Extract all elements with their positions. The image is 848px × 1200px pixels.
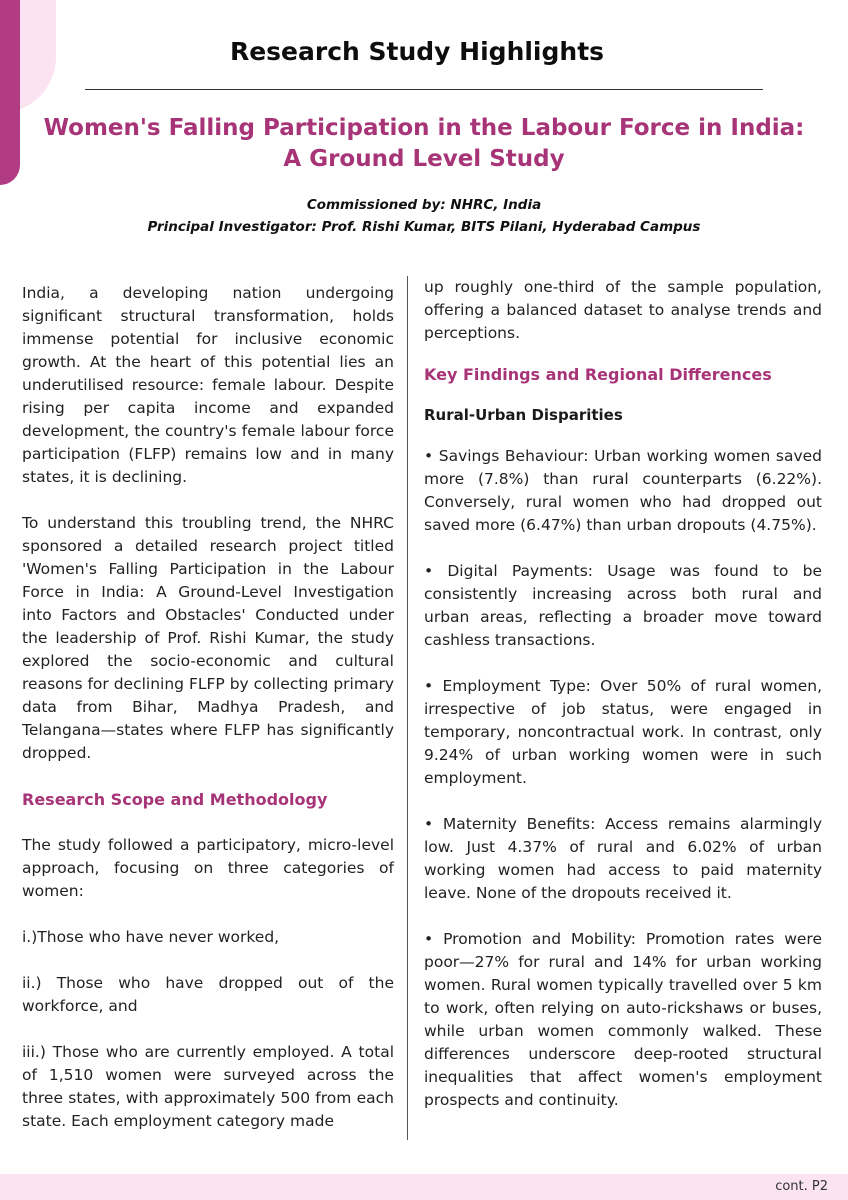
finding-promotion-mobility: • Promotion and Mobility: Promotion rates were poor—27% for rural and 14% for urban working women. Rural women typically travelled over 5 km to work, often relying on auto-rickshaws or buses, while urban women commonly walked. These differences underscore deep-rooted structural inequalities that affect women's employment prospects and continuity. [424,930,822,1109]
footer-bar [0,1174,848,1200]
study-title-line-1: Women's Falling Participation in the Labour Force in India: [43,115,805,141]
study-title-line-2: A Ground Level Study [283,146,565,172]
page-continuation-marker: cont. P2 [775,1179,828,1194]
scope-intro: The study followed a participatory, micro-level approach, focusing on three categories of women: [22,836,394,900]
findings-heading: Key Findings and Regional Differences [424,365,772,384]
sample-continued-paragraph: up roughly one-third of the sample population, offering a balanced dataset to analyse trends and perceptions. [424,278,822,342]
finding-employment-type: • Employment Type: Over 50% of rural women, irrespective of job status, were engaged in temporary, noncontractual work. In contrast, only 9.24% of urban working women were in such employment. [424,677,822,787]
category-never-worked: i.)Those who have never worked, [22,928,280,946]
category-employed: iii.) Those who are currently employed. A total of 1,510 women were surveyed across the three states, with approximately 500 from each state. Each employment category made [22,1043,394,1130]
finding-digital-payments: • Digital Payments: Usage was found to be consistently increasing across both rural and urban areas, reflecting a broader move toward cashless transactions. [424,562,822,649]
page-title: Research Study Highlights [229,37,605,66]
title-divider [85,89,763,90]
intro-paragraph: India, a developing nation undergoing significant structural transformation, holds immense potential for inclusive economic growth. At the heart of this potential lies an underutilised resource: female labour. Despite rising per capita income and expanded development, the country's female labour force participation (FLFP) remains low and in many states, it is declining. [22,284,394,486]
study-credits [0,194,848,238]
finding-savings: • Savings Behaviour: Urban working women saved more (7.8%) than rural counterparts (6.22%). Conversely, rural women who had dropped out saved more (6.47%) than urban dropouts (4.75%). [424,447,822,534]
finding-maternity-benefits: • Maternity Benefits: Access remains alarmingly low. Just 4.37% of rural and 6.02% of urban working women had access to paid maternity leave. None of the dropouts received it. [424,815,822,902]
principal-investigator: Principal Investigator: Prof. Rishi Kumar, BITS Pilani, Hyderabad Campus [147,219,701,235]
right-column [424,276,822,1112]
scope-heading: Research Scope and Methodology [22,790,328,809]
disparities-heading: Rural-Urban Disparities [424,406,623,424]
category-dropped-out: ii.) Those who have dropped out of the workforce, and [22,974,394,1015]
commissioned-by: Commissioned by: NHRC, India [306,197,542,213]
left-column [22,282,394,1133]
study-title [0,113,848,175]
column-divider [407,276,408,1140]
context-paragraph: To understand this troubling trend, the NHRC sponsored a detailed research project titled 'Women's Falling Participation in the Labour Force in India: A Ground-Level Investigation into Factors and Obstacles' Conducted under the leadership of Prof. Rishi Kumar, the study explored the socio-economic and cultural reasons for declining FLFP by collecting primary data from Bihar, Madhya Pradesh, and Telangana—states where FLFP has significantly dropped. [22,514,394,762]
